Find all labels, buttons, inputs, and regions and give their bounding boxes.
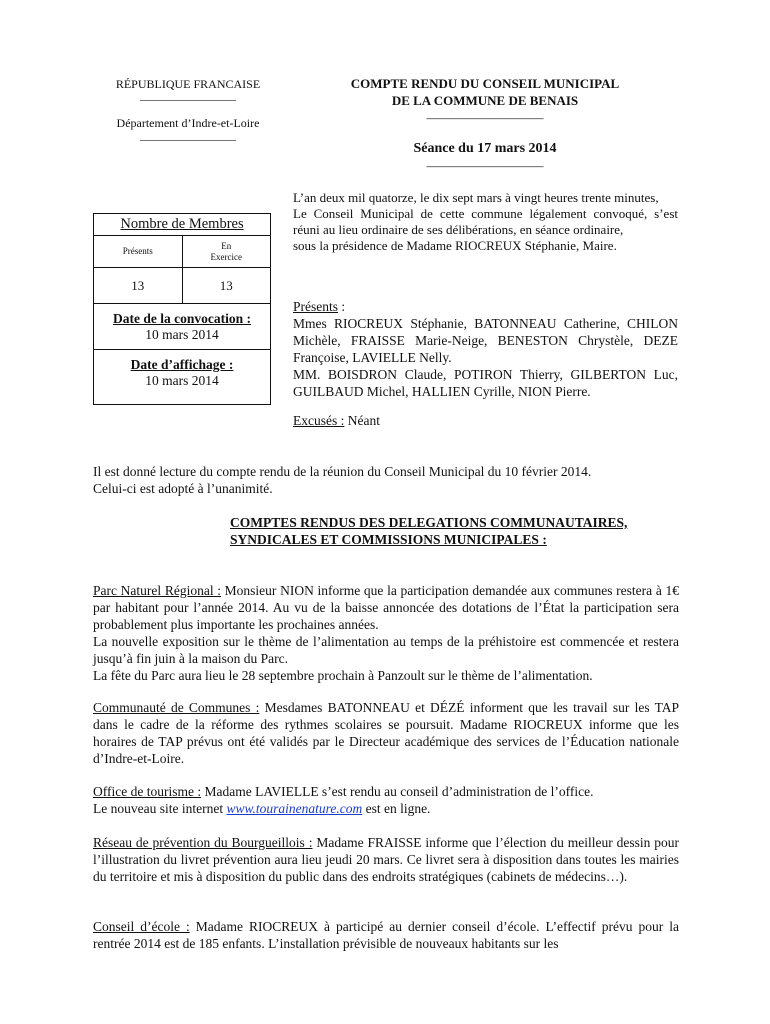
ecole-text: Madame RIOCREUX à participé au dernier conseil d’école. L’effectif prévu pour la rentrée 2014 est de 185 enfants. L’installation prévisible de nouveaux habitants sur les bbox=[93, 919, 679, 951]
tourisme-label: Office de tourisme : bbox=[93, 784, 202, 799]
exercice-header-line2: Exercice bbox=[210, 251, 242, 262]
exercice-count: 13 bbox=[182, 268, 270, 304]
approval-paragraph bbox=[93, 463, 679, 497]
communaute-label: Communauté de Communes : bbox=[93, 700, 260, 715]
convocation-date: 10 mars 2014 bbox=[145, 326, 219, 342]
communaute-paragraph bbox=[93, 699, 679, 767]
intro-line3: sous la présidence de Madame RIOCREUX Stéphanie, Maire. bbox=[293, 238, 617, 253]
presents-separator: : bbox=[338, 299, 346, 314]
tourisme-text1: Madame LAVIELLE s’est rendu au conseil d’administration de l’office. bbox=[201, 784, 594, 799]
approval-line2: Celui-ci est adopté à l’unanimité. bbox=[93, 481, 273, 496]
parc-text2: La nouvelle exposition sur le thème de l’alimentation au temps de la préhistoire est commencée et restera jusqu’à fin juin à la maison du Parc. bbox=[93, 634, 679, 666]
reseau-label: Réseau de prévention du Bourgueillois : bbox=[93, 835, 313, 850]
tourisme-text2-before: Le nouveau site internet bbox=[93, 801, 227, 816]
divider: ————————— bbox=[426, 110, 544, 125]
tourisme-text2-after: est en ligne. bbox=[362, 801, 431, 816]
presents-section bbox=[293, 298, 678, 429]
section-title: COMPTES RENDUS DES DELEGATIONS COMMUNAUTAIRES, SYNDICALES ET COMMISSIONS MUNICIPALES : bbox=[230, 515, 628, 547]
parc-paragraph bbox=[93, 582, 679, 684]
presents-mm: MM. BOISDRON Claude, POTIRON Thierry, GILBERTON Luc, GUILBAUD Michel, HALLIEN Cyrille, NION Pierre. bbox=[293, 367, 678, 399]
country-label: RÉPUBLIQUE FRANCAISE bbox=[115, 77, 261, 91]
exercice-column-header bbox=[182, 236, 270, 268]
ecole-paragraph bbox=[93, 918, 679, 952]
members-box-title: Nombre de Membres bbox=[94, 214, 270, 236]
document-title-line2: DE LA COMMUNE DE BENAIS bbox=[391, 93, 579, 108]
affichage-label: Date d’affichage : bbox=[130, 357, 234, 372]
intro-line2: Le Conseil Municipal de cette commune légalement convoqué, s’est réuni au lieu ordinaire de ses délibérations, en séance ordinaire, bbox=[293, 206, 678, 237]
tourisme-paragraph bbox=[93, 783, 679, 817]
intro-line1: L’an deux mil quatorze, le dix sept mars à vingt heures trente minutes, bbox=[293, 190, 659, 205]
department-label: Département d’Indre-et-Loire bbox=[116, 116, 260, 130]
reseau-text: Madame FRAISSE informe que l’élection du meilleur dessin pour l’illustration du livret prévention aura lieu jeudi 20 mars. Ce livret sera à disposition dans toutes les mairies du territoire et mis à disposition du public dans des endroits stratégiques (cabinets de médecins…). bbox=[93, 835, 679, 884]
excuses-value: Néant bbox=[344, 413, 380, 428]
website-link[interactable]: www.tourainenature.com bbox=[226, 801, 363, 816]
present-column-header: Présents bbox=[94, 236, 182, 268]
convocation-label: Date de la convocation : bbox=[113, 310, 251, 326]
parc-text3: La fête du Parc aura lieu le 28 septembre prochain à Panzoult sur le thème de l’alimentation. bbox=[93, 668, 593, 683]
left-header bbox=[88, 76, 288, 147]
present-count: 13 bbox=[94, 268, 182, 304]
approval-line1: Il est donné lecture du compte rendu de la réunion du Conseil Municipal du 10 février 2014. bbox=[93, 464, 592, 479]
document-title-block bbox=[315, 75, 655, 174]
ecole-label: Conseil d’école : bbox=[93, 919, 190, 934]
exercice-header-line1: En bbox=[221, 240, 232, 251]
convocation-block bbox=[94, 304, 270, 350]
communaute-text: Mesdames BATONNEAU et DÉZÉ informent que les travail sur les TAP dans le cadre de la réforme des rythmes scolaires se poursuit. Madame RIOCREUX informe que les horaires de TAP prévus ont été validés par le Directeur académique des services de l’Éducation nationale d’Indre-et-Loire. bbox=[93, 700, 679, 766]
document-title-line1: COMPTE RENDU DU CONSEIL MUNICIPAL bbox=[350, 76, 620, 91]
presents-mmes: Mmes RIOCREUX Stéphanie, BATONNEAU Catherine, CHILON Michèle, FRAISSE Marie-Neige, BENESTON Chrystèle, DEZE Françoise, LAVIELLE Nelly. bbox=[293, 316, 678, 365]
affichage-block bbox=[94, 350, 270, 404]
divider: ———————— bbox=[140, 92, 236, 106]
parc-text1: Monsieur NION informe que la participation demandée aux communes restera à 1€ par habitant pour l’année 2014. Au vu de la baisse annoncée des dotations de l’État la participation sera probablement plus importante les prochaines années. bbox=[93, 583, 679, 632]
session-intro bbox=[293, 190, 678, 254]
excuses-label: Excusés : bbox=[293, 413, 345, 428]
session-date: Séance du 17 mars 2014 bbox=[413, 141, 557, 156]
affichage-date: 10 mars 2014 bbox=[145, 373, 219, 388]
reseau-paragraph bbox=[93, 834, 679, 885]
presents-label: Présents bbox=[293, 299, 338, 314]
divider: ————————— bbox=[426, 158, 544, 173]
parc-label: Parc Naturel Régional : bbox=[93, 583, 221, 598]
divider: ———————— bbox=[140, 132, 236, 146]
members-box bbox=[93, 213, 271, 405]
